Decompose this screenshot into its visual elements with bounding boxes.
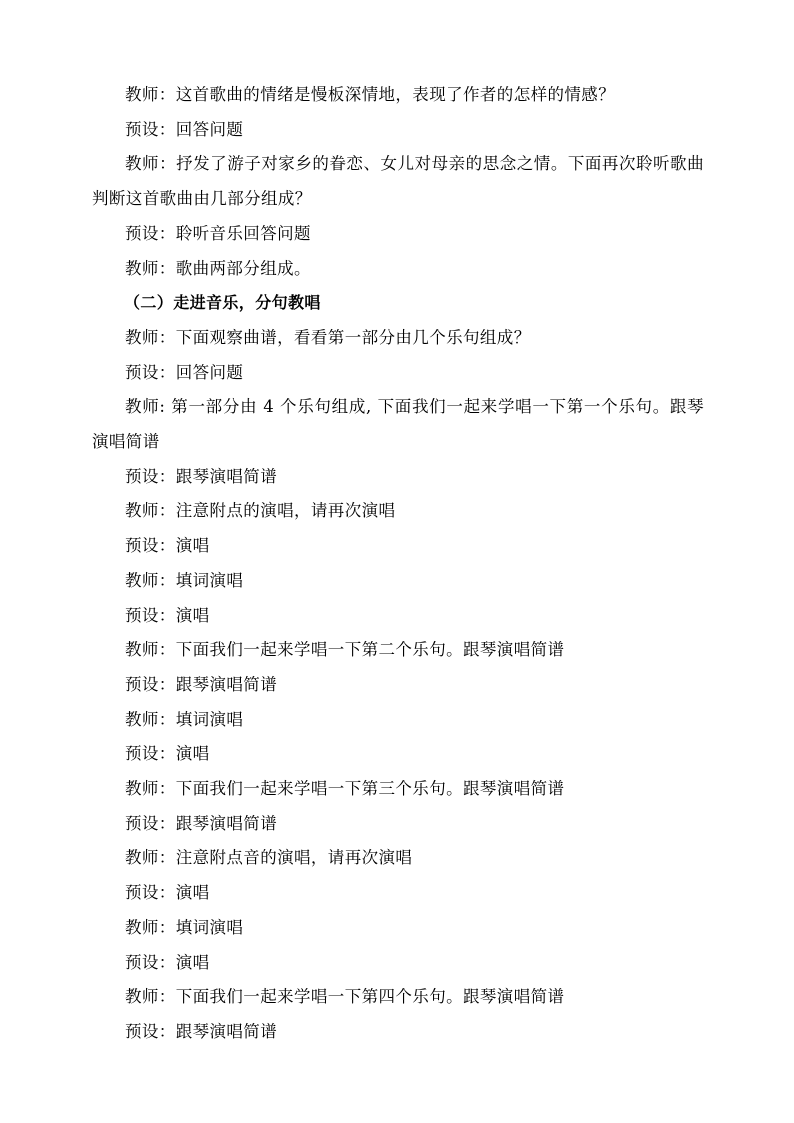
- paragraph-preset-sing: 预设：演唱: [125, 952, 210, 972]
- document-body: [92, 78, 704, 1050]
- paragraph-teacher-listen-again: 教师：抒发了游子对家乡的眷恋、女儿对母亲的思念之情。下面再次聆听歌曲判断这首歌曲由几部分组成？: [92, 154, 704, 209]
- paragraph-teacher-second-phrase: 教师：下面我们一起来学唱一下第二个乐句。跟琴演唱简谱: [125, 640, 565, 660]
- paragraph-preset-sing-score: 预设：跟琴演唱简谱: [125, 813, 278, 833]
- paragraph-teacher-third-phrase: 教师：下面我们一起来学唱一下第三个乐句。跟琴演唱简谱: [125, 779, 565, 799]
- paragraph-teacher-dotted-note-sound: 教师：注意附点音的演唱，请再次演唱: [125, 848, 413, 868]
- paragraph-preset-sing-score: 预设：跟琴演唱简谱: [125, 674, 278, 694]
- paragraph-teacher-dotted-note: 教师：注意附点的演唱，请再次演唱: [125, 501, 396, 521]
- paragraph-preset-sing: 预设：演唱: [125, 605, 210, 625]
- paragraph-teacher-fourth-phrase: 教师：下面我们一起来学唱一下第四个乐句。跟琴演唱简谱: [125, 987, 565, 1007]
- paragraph-teacher-two-parts: 教师：歌曲两部分组成。: [125, 258, 311, 278]
- paragraph-teacher-first-phrase: 教师: 第一部分由 4 个乐句组成, 下面我们一起来学唱一下第一个乐句。跟琴演唱简谱: [92, 397, 704, 452]
- paragraph-teacher-lyrics: 教师：填词演唱: [125, 570, 244, 590]
- paragraph-preset-listen: 预设：聆听音乐回答问题: [125, 223, 311, 243]
- paragraph-preset-sing: 预设：演唱: [125, 744, 210, 764]
- paragraph-teacher-observe-score: 教师：下面观察曲谱，看看第一部分由几个乐句组成？: [125, 327, 531, 347]
- section-heading: （二）走进音乐，分句教唱: [124, 293, 321, 313]
- paragraph-preset-sing: 预设：演唱: [125, 536, 210, 556]
- paragraph-preset-answer: 预设：回答问题: [125, 119, 244, 139]
- paragraph-teacher-lyrics: 教师：填词演唱: [125, 917, 244, 937]
- paragraph-preset-sing-score: 预设：跟琴演唱简谱: [125, 1021, 278, 1041]
- paragraph-teacher-lyrics: 教师：填词演唱: [125, 709, 244, 729]
- paragraph-preset-answer: 预设：回答问题: [125, 362, 244, 382]
- paragraph-preset-sing: 预设：演唱: [125, 883, 210, 903]
- paragraph-preset-sing-score: 预设：跟琴演唱简谱: [125, 466, 278, 486]
- paragraph-teacher-question-emotion: 教师：这首歌曲的情绪是慢板深情地，表现了作者的怎样的情感？: [125, 85, 616, 104]
